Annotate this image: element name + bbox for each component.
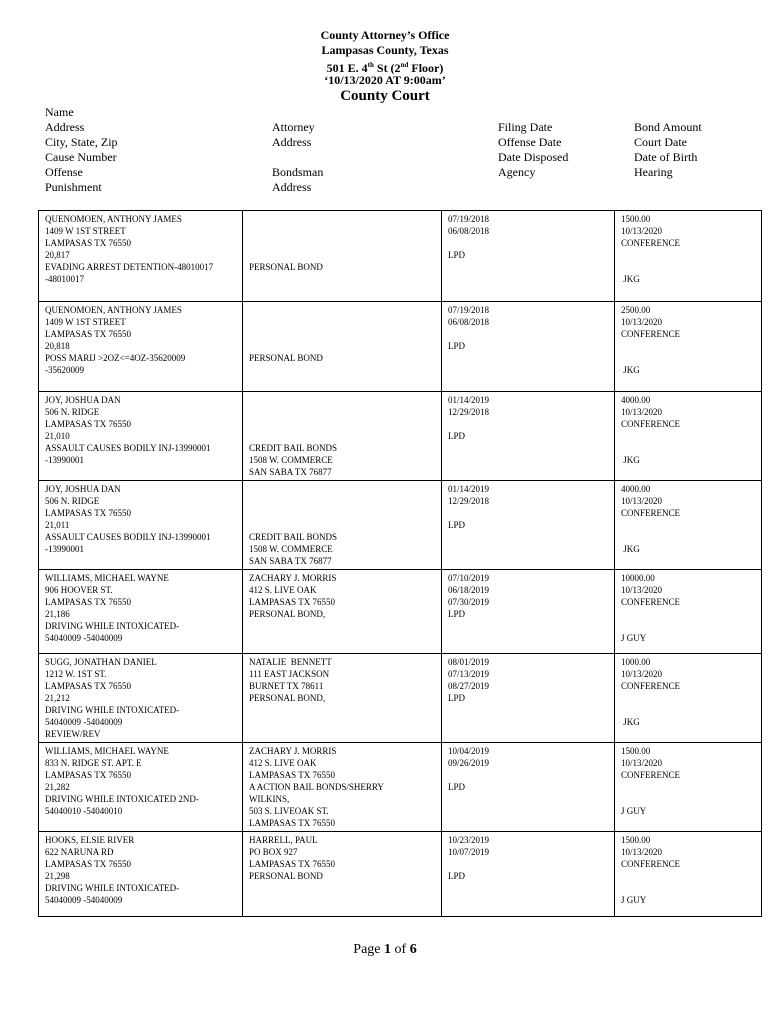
bond-court-cell: 1500.00 10/13/2020 CONFERENCE J GUY [615, 743, 762, 832]
attorney-bondsman-cell: ZACHARY J. MORRIS 412 S. LIVE OAK LAMPASAS TX 76550 A ACTION BAIL BONDS/SHERRY WILKINS, 503 S. LIVEOAK ST. LAMPASAS TX 76550 [243, 743, 442, 832]
legend-label [498, 105, 568, 120]
attorney-bondsman-cell: PERSONAL BOND [243, 302, 442, 392]
legend-label [634, 105, 702, 120]
defendant-cell: HOOKS, ELSIE RIVER 622 NARUNA RD LAMPASAS TX 76550 21,298 DRIVING WHILE INTOXICATED- 54040009 -54040009 [39, 832, 243, 917]
legend-column-3 [498, 105, 568, 195]
page-indicator: Page 1 of 6 [353, 942, 417, 957]
legend-label: Punishment [45, 180, 102, 194]
legend-label: Offense [45, 165, 83, 179]
table-row [39, 570, 762, 654]
legend-label: Date of Birth [634, 150, 698, 164]
dates-agency-cell: 08/01/2019 07/13/2019 08/27/2019 LPD [442, 654, 615, 743]
bond-court-cell: 1500.00 10/13/2020 CONFERENCE JKG [615, 211, 762, 302]
legend-label: Filing Date [498, 120, 553, 134]
bond-court-cell: 4000.00 10/13/2020 CONFERENCE JKG [615, 481, 762, 570]
table-row [39, 654, 762, 743]
current-page: 1 [384, 942, 392, 957]
legend-label [272, 105, 323, 120]
legend-column-4 [634, 105, 702, 195]
legend-column-1 [45, 105, 118, 195]
legend-label: Address [272, 135, 312, 149]
bond-court-cell: 1500.00 10/13/2020 CONFERENCE J GUY [615, 832, 762, 917]
legend-label: Address [272, 180, 312, 194]
defendant-cell: QUENOMOEN, ANTHONY JAMES 1409 W 1ST STREET LAMPASAS TX 76550 20,817 EVADING ARREST DETENTION-48010017 -48010017 [39, 211, 243, 302]
office-title: County Attorney’s Office [320, 28, 450, 42]
legend-label: Address [45, 120, 85, 134]
legend-label: Agency [498, 165, 536, 179]
table-row [39, 481, 762, 570]
attorney-bondsman-cell: HARRELL, PAUL PO BOX 927 LAMPASAS TX 76550 PERSONAL BOND [243, 832, 442, 917]
defendant-cell: JOY, JOSHUA DAN 506 N. RIDGE LAMPASAS TX 76550 21,011 ASSAULT CAUSES BODILY INJ-13990001 -13990001 [39, 481, 243, 570]
legend-column-2 [272, 105, 323, 195]
legend-label: Name [45, 105, 74, 119]
legend-label: Bondsman [272, 165, 324, 179]
bond-court-cell: 4000.00 10/13/2020 CONFERENCE JKG [615, 392, 762, 481]
table-row [39, 211, 762, 302]
legend-label: Court Date [634, 135, 687, 149]
bond-court-cell: 10000.00 10/13/2020 CONFERENCE J GUY [615, 570, 762, 654]
dates-agency-cell: 10/04/2019 09/26/2019 LPD [442, 743, 615, 832]
dates-agency-cell: 07/10/2019 06/18/2019 07/30/2019 LPD [442, 570, 615, 654]
defendant-cell: SUGG, JONATHAN DANIEL 1212 W. 1ST ST. LAMPASAS TX 76550 21,212 DRIVING WHILE INTOXICATED- 54040009 -54040009 REVIEW/REV [39, 654, 243, 743]
dates-agency-cell: 01/14/2019 12/29/2018 LPD [442, 481, 615, 570]
defendant-cell: JOY, JOSHUA DAN 506 N. RIDGE LAMPASAS TX 76550 21,010 ASSAULT CAUSES BODILY INJ-13990001 -13990001 [39, 392, 243, 481]
defendant-cell: WILLIAMS, MICHAEL WAYNE 906 HOOVER ST. LAMPASAS TX 76550 21,186 DRIVING WHILE INTOXICATED- 54040009 -54040009 [39, 570, 243, 654]
dates-agency-cell: 01/14/2019 12/29/2018 LPD [442, 392, 615, 481]
table-row [39, 832, 762, 917]
legend-label [272, 150, 323, 165]
attorney-bondsman-cell: NATALIE BENNETT 111 EAST JACKSON BURNET TX 78611 PERSONAL BOND, [243, 654, 442, 743]
office-address: 501 E. 4th St (2nd Floor) [326, 61, 444, 75]
table-row [39, 743, 762, 832]
cases-table [38, 210, 762, 917]
legend-label: Hearing [634, 165, 673, 179]
legend-label: Offense Date [498, 135, 562, 149]
county-name: Lampasas County, Texas [321, 43, 449, 57]
bond-court-cell: 2500.00 10/13/2020 CONFERENCE JKG [615, 302, 762, 392]
attorney-bondsman-cell: CREDIT BAIL BONDS 1508 W. COMMERCE SAN SABA TX 76877 [243, 392, 442, 481]
docket-datetime: ‘10/13/2020 AT 9:00am’ [324, 73, 446, 87]
table-row [39, 392, 762, 481]
legend-label: Bond Amount [634, 120, 702, 134]
legend-label [498, 180, 568, 195]
legend-label: City, State, Zip [45, 135, 118, 149]
defendant-cell: QUENOMOEN, ANTHONY JAMES 1409 W 1ST STREET LAMPASAS TX 76550 20,818 POSS MARIJ >2OZ<=4OZ-35620009 -35620009 [39, 302, 243, 392]
legend-label: Cause Number [45, 150, 117, 164]
total-pages: 6 [409, 942, 417, 957]
defendant-cell: WILLIAMS, MICHAEL WAYNE 833 N. RIDGE ST. APT. E LAMPASAS TX 76550 21,282 DRIVING WHILE INTOXICATED 2ND- 54040010 -54040010 [39, 743, 243, 832]
attorney-bondsman-cell: CREDIT BAIL BONDS 1508 W. COMMERCE SAN SABA TX 76877 [243, 481, 442, 570]
dates-agency-cell: 10/23/2019 10/07/2019 LPD [442, 832, 615, 917]
attorney-bondsman-cell: ZACHARY J. MORRIS 412 S. LIVE OAK LAMPASAS TX 76550 PERSONAL BOND, [243, 570, 442, 654]
attorney-bondsman-cell: PERSONAL BOND [243, 211, 442, 302]
table-row [39, 302, 762, 392]
court-title: County Court [340, 88, 430, 104]
dates-agency-cell: 07/19/2018 06/08/2018 LPD [442, 302, 615, 392]
dates-agency-cell: 07/19/2018 06/08/2018 LPD [442, 211, 615, 302]
bond-court-cell: 1000.00 10/13/2020 CONFERENCE JKG [615, 654, 762, 743]
legend-label: Date Disposed [498, 150, 569, 164]
legend-label [634, 180, 702, 195]
legend-label: Attorney [272, 120, 315, 134]
